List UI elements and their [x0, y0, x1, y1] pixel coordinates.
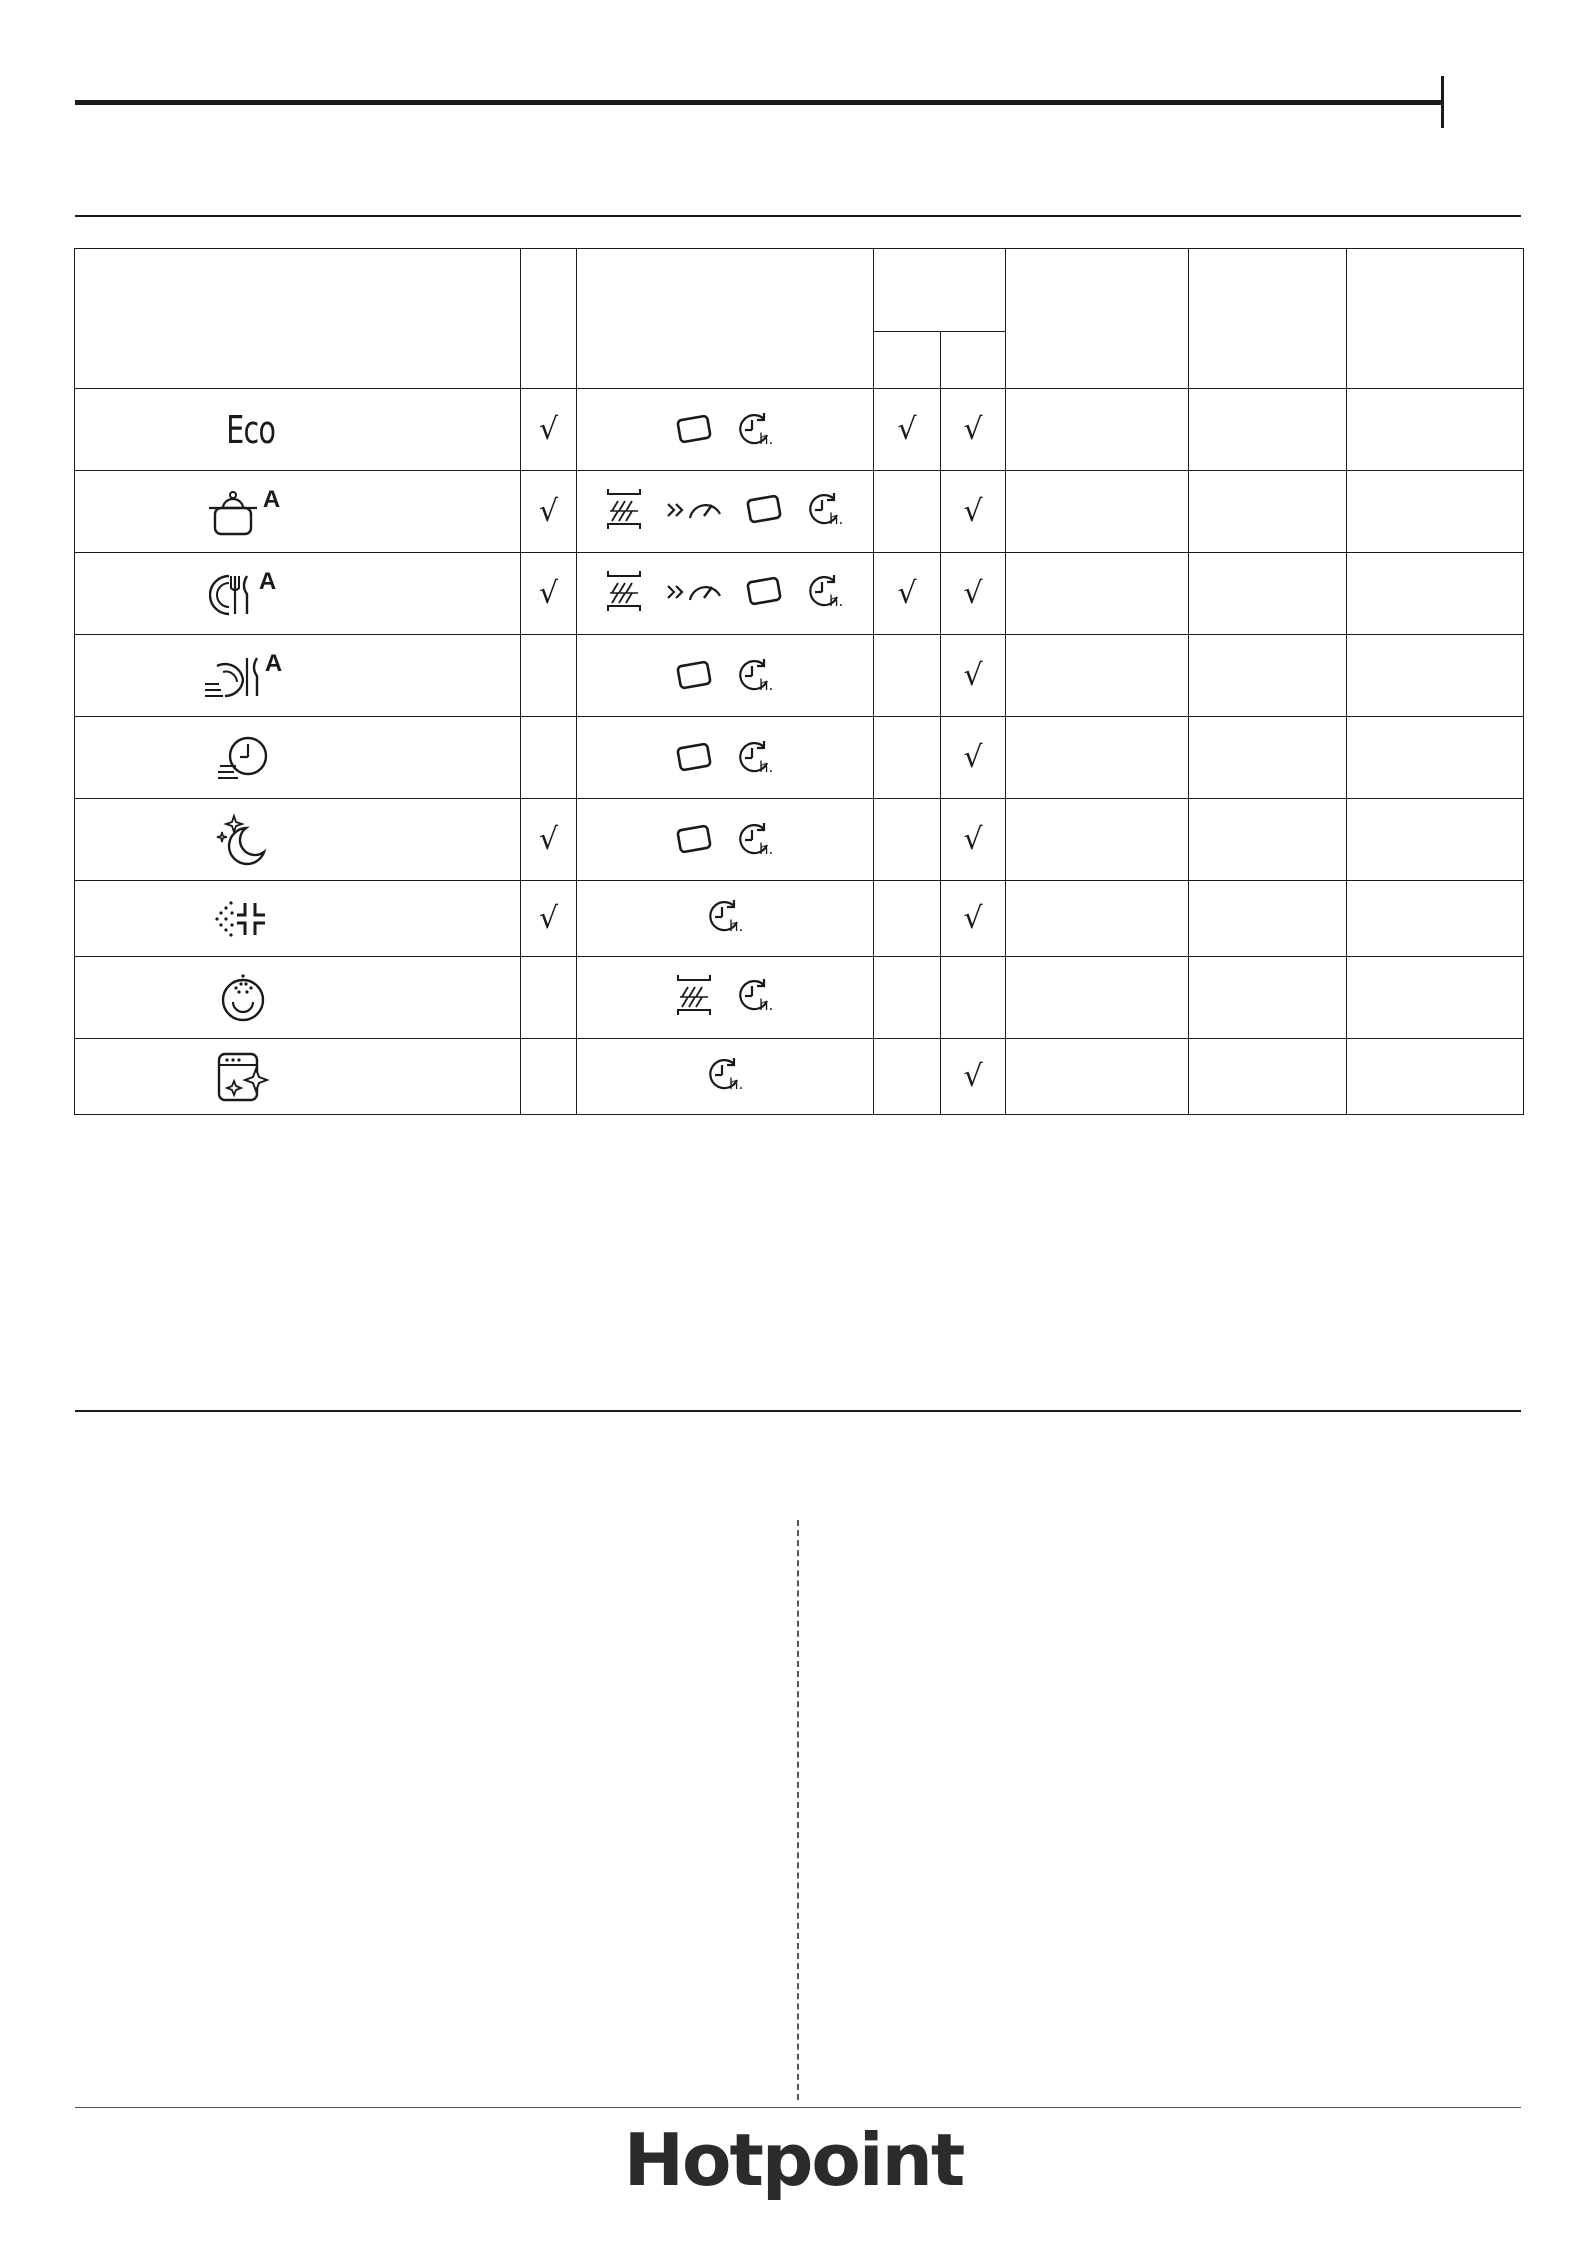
- brand-logo: Hotpoint: [623, 2118, 964, 2202]
- footer-rule: [75, 2107, 1521, 2108]
- col7-cell: [1347, 389, 1524, 471]
- check-mark: √: [538, 493, 559, 529]
- delay-start-icon: [734, 819, 776, 859]
- col3b-cell: [941, 1039, 1006, 1115]
- col6-cell: [1189, 1039, 1347, 1115]
- fast-clock-icon: [216, 749, 270, 766]
- check-mark: √: [963, 821, 983, 857]
- header-sub-a-cell: [874, 332, 941, 389]
- programme-icon-cell: [75, 1039, 521, 1115]
- header-group-cell: [874, 249, 1006, 332]
- col3b-cell: [941, 799, 1006, 881]
- col3b-cell: [941, 957, 1006, 1039]
- col3b-cell: [941, 881, 1006, 957]
- col5-cell: [1006, 957, 1189, 1039]
- programme-row: [75, 1039, 1524, 1115]
- check-mark: √: [963, 493, 983, 529]
- header-col1-cell: [521, 249, 577, 389]
- check-mark: √: [963, 900, 983, 936]
- tablet-icon: [744, 574, 784, 608]
- section-rule-top: [75, 215, 1521, 217]
- header-col5-cell: [1006, 249, 1189, 389]
- column-divider: [797, 1520, 799, 2100]
- col3b-cell: [941, 553, 1006, 635]
- programme-icon-cell: [75, 553, 521, 635]
- steam-hygiene-icon: [211, 910, 275, 927]
- col7-cell: [1347, 635, 1524, 717]
- col3b-cell: [941, 717, 1006, 799]
- programme-row: [75, 881, 1524, 957]
- check-mark: √: [963, 657, 983, 693]
- tablet-icon: [674, 658, 714, 692]
- col7-cell: [1347, 553, 1524, 635]
- self-clean-icon: [216, 1068, 270, 1085]
- options-cell: [577, 881, 874, 957]
- options-cell: [577, 1039, 874, 1115]
- delay-start-icon: [804, 489, 846, 529]
- col3a-cell: [874, 389, 941, 471]
- fast-plate-cutlery-icon: [203, 667, 263, 684]
- col6-cell: [1189, 635, 1347, 717]
- delay-start-icon: [734, 975, 776, 1015]
- half-load-icon: [604, 487, 644, 531]
- check-mark: √: [963, 411, 983, 447]
- delay-start-icon: [734, 655, 776, 695]
- tablet-icon: [674, 822, 714, 856]
- col5-cell: [1006, 881, 1189, 957]
- check-mark: √: [538, 575, 559, 611]
- col1-cell: [521, 553, 577, 635]
- col1-cell: [521, 881, 577, 957]
- col7-cell: [1347, 799, 1524, 881]
- programme-row: [75, 635, 1524, 717]
- header-programme-cell: [75, 249, 521, 389]
- col5-cell: [1006, 717, 1189, 799]
- programme-row: [75, 799, 1524, 881]
- col3a-cell: [874, 881, 941, 957]
- plate-cutlery-icon: [209, 585, 257, 602]
- options-cell: [577, 471, 874, 553]
- check-mark: √: [538, 821, 559, 857]
- section-rule-middle: [75, 1410, 1521, 1412]
- programme-icon-cell: [75, 957, 521, 1039]
- programme-row: [75, 389, 1524, 471]
- col3a-cell: [874, 635, 941, 717]
- turbo-icon: [664, 492, 724, 526]
- options-cell: [577, 717, 874, 799]
- col3b-cell: [941, 635, 1006, 717]
- programme-icon-cell: [75, 799, 521, 881]
- col5-cell: [1006, 635, 1189, 717]
- delay-start-icon: [734, 737, 776, 777]
- table-header-row: [75, 249, 1524, 332]
- col3b-cell: [941, 471, 1006, 553]
- col5-cell: [1006, 553, 1189, 635]
- tablet-icon: [674, 412, 714, 446]
- header-sub-b-cell: [941, 332, 1006, 389]
- options-cell: [577, 389, 874, 471]
- programme-row: [75, 471, 1524, 553]
- col6-cell: [1189, 471, 1347, 553]
- delay-start-icon: [804, 571, 846, 611]
- col3a-cell: [874, 957, 941, 1039]
- header-col7-cell: [1347, 249, 1524, 389]
- programmes-table: [74, 248, 1524, 1115]
- col1-cell: [521, 957, 577, 1039]
- programme-icon-cell: [75, 389, 521, 471]
- col6-cell: [1189, 553, 1347, 635]
- col5-cell: [1006, 1039, 1189, 1115]
- half-load-icon: [674, 973, 714, 1017]
- turbo-icon: [664, 574, 724, 608]
- col3a-cell: [874, 1039, 941, 1115]
- col1-cell: [521, 799, 577, 881]
- a-mark: A: [264, 649, 283, 677]
- programme-icon-cell: [75, 471, 521, 553]
- tablet-icon: [674, 740, 714, 774]
- col7-cell: [1347, 1039, 1524, 1115]
- eco-text-icon: Eco: [226, 407, 276, 452]
- pot-icon: [205, 503, 261, 520]
- check-mark: √: [897, 411, 917, 447]
- col1-cell: [521, 717, 577, 799]
- col7-cell: [1347, 471, 1524, 553]
- col3a-cell: [874, 471, 941, 553]
- tablet-icon: [744, 492, 784, 526]
- half-load-icon: [604, 569, 644, 613]
- options-cell: [577, 635, 874, 717]
- col3a-cell: [874, 553, 941, 635]
- col3a-cell: [874, 799, 941, 881]
- check-mark: √: [897, 575, 917, 611]
- col6-cell: [1189, 389, 1347, 471]
- header-col6-cell: [1189, 249, 1347, 389]
- options-cell: [577, 553, 874, 635]
- header-options-cell: [577, 249, 874, 389]
- top-rule: [75, 100, 1443, 105]
- a-mark: A: [262, 485, 281, 513]
- delay-start-icon: [704, 896, 746, 936]
- programme-row: [75, 957, 1524, 1039]
- col5-cell: [1006, 799, 1189, 881]
- col6-cell: [1189, 881, 1347, 957]
- col1-cell: [521, 635, 577, 717]
- options-cell: [577, 957, 874, 1039]
- col7-cell: [1347, 957, 1524, 1039]
- moon-stars-icon: [216, 831, 270, 848]
- check-mark: √: [963, 739, 983, 775]
- programme-icon-cell: [75, 635, 521, 717]
- col6-cell: [1189, 957, 1347, 1039]
- col1-cell: [521, 471, 577, 553]
- prewash-icon: [218, 989, 268, 1006]
- col5-cell: [1006, 389, 1189, 471]
- col3a-cell: [874, 717, 941, 799]
- top-rule-tick: [1441, 76, 1444, 128]
- col6-cell: [1189, 799, 1347, 881]
- programme-icon-cell: [75, 881, 521, 957]
- col6-cell: [1189, 717, 1347, 799]
- programme-icon-cell: [75, 717, 521, 799]
- programme-row: [75, 553, 1524, 635]
- delay-start-icon: [734, 409, 776, 449]
- col1-cell: [521, 389, 577, 471]
- col3b-cell: [941, 389, 1006, 471]
- check-mark: √: [963, 1058, 983, 1094]
- a-mark: A: [258, 567, 277, 595]
- col7-cell: [1347, 717, 1524, 799]
- col1-cell: [521, 1039, 577, 1115]
- delay-start-icon: [704, 1054, 746, 1094]
- check-mark: √: [538, 900, 559, 936]
- programme-row: [75, 717, 1524, 799]
- check-mark: √: [963, 575, 983, 611]
- check-mark: √: [538, 411, 559, 447]
- col7-cell: [1347, 881, 1524, 957]
- options-cell: [577, 799, 874, 881]
- col5-cell: [1006, 471, 1189, 553]
